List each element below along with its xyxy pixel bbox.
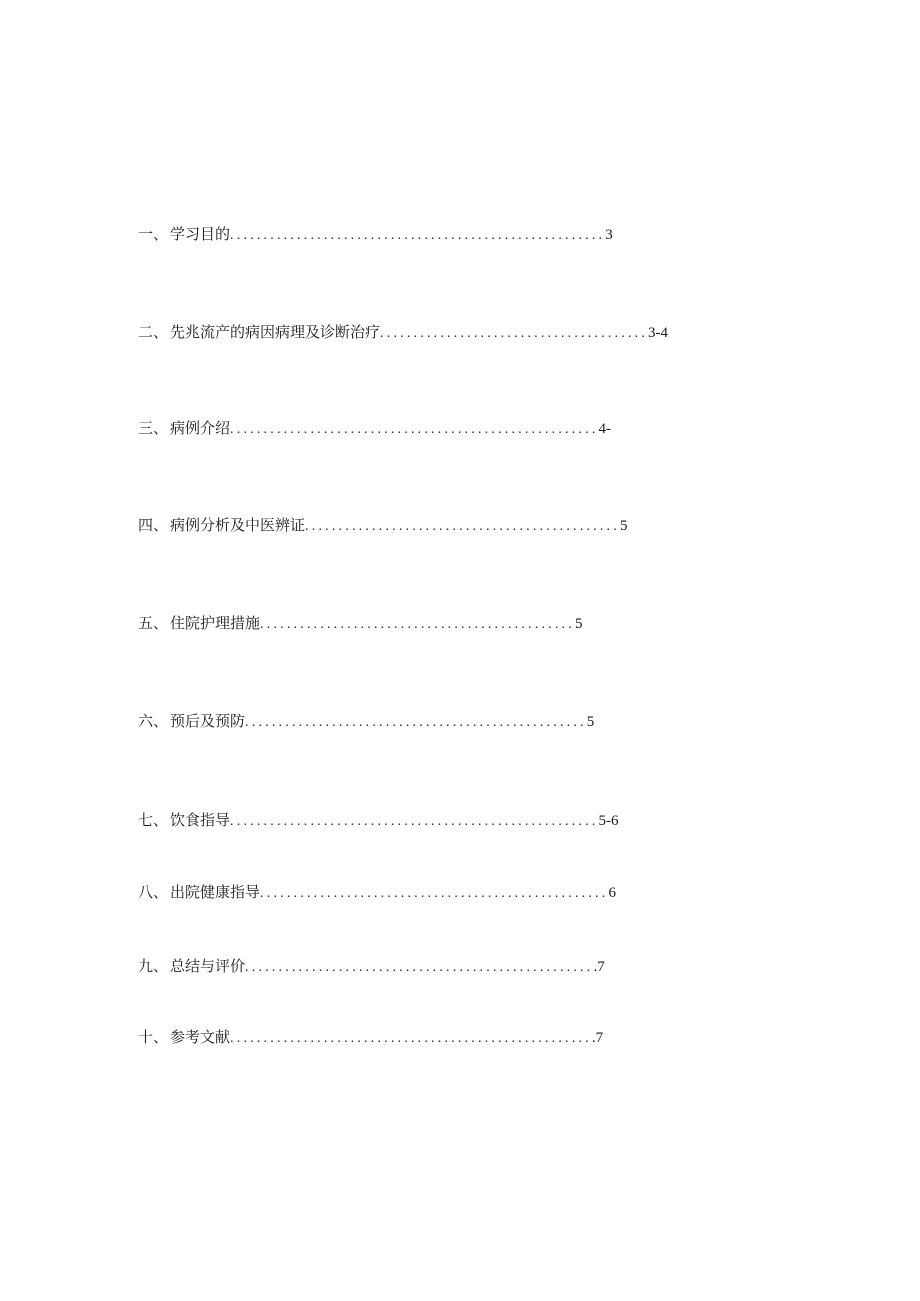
toc-entry[interactable] <box>138 880 616 904</box>
page-number: 4- <box>598 421 612 437</box>
entry-title: 先兆流产的病因病理及诊断治疗 <box>170 323 381 341</box>
toc-entry[interactable] <box>138 513 627 537</box>
toc-entry[interactable] <box>138 611 582 635</box>
entry-separator: 、 <box>153 614 169 632</box>
page-number: 5-6 <box>598 813 619 829</box>
page-number: 5 <box>574 616 583 632</box>
entry-title: 住院护理措施 <box>170 614 261 632</box>
entry-separator: 、 <box>153 419 169 437</box>
page-number: 6 <box>608 885 616 901</box>
entry-number: 九 <box>138 957 154 975</box>
entry-number: 二 <box>138 323 154 341</box>
entry-separator: 、 <box>153 1028 169 1046</box>
entry-number: 六 <box>138 712 154 730</box>
entry-title: 饮食指导 <box>170 811 231 829</box>
entry-title: 学习目的 <box>170 225 231 243</box>
dot-leader: ....................................................... <box>230 814 599 829</box>
entry-number: 十 <box>138 1028 154 1046</box>
toc-entry[interactable] <box>138 1025 603 1049</box>
entry-title: 预后及预防 <box>170 712 246 730</box>
dot-leader: ........................................ <box>380 326 649 341</box>
dot-leader: ............................................... <box>305 519 620 534</box>
entry-title: 出院健康指导 <box>170 883 261 901</box>
dot-leader: .................................................... <box>245 960 594 975</box>
entry-number: 四 <box>138 516 154 534</box>
dot-leader: .................................................... <box>260 886 609 901</box>
dot-leader: ...................................................... <box>230 1031 592 1046</box>
dot-leader: ................................................... <box>245 715 587 730</box>
entry-separator: 、 <box>153 323 169 341</box>
dot-leader: ....................................................... <box>230 422 599 437</box>
entry-number: 三 <box>138 419 154 437</box>
page-number: .7 <box>591 1030 604 1046</box>
toc-entry[interactable] <box>138 709 594 733</box>
entry-number: 七 <box>138 811 154 829</box>
entry-separator: 、 <box>153 225 169 243</box>
page-number: 3 <box>605 227 613 243</box>
entry-title: 病例分析及中医辨证 <box>170 516 306 534</box>
page-number: .7 <box>593 959 605 975</box>
dot-leader: ............................................... <box>260 617 575 632</box>
entry-number: 五 <box>138 614 154 632</box>
entry-separator: 、 <box>153 712 169 730</box>
toc-entry[interactable] <box>138 416 611 440</box>
page-number: 5 <box>586 714 595 730</box>
page-number: 3-4 <box>648 325 669 341</box>
page-number: 5 <box>619 518 628 534</box>
toc-entry[interactable] <box>138 954 605 978</box>
entry-separator: 、 <box>153 883 169 901</box>
entry-separator: 、 <box>153 811 169 829</box>
entry-title: 病例介绍 <box>170 419 231 437</box>
toc-entry[interactable] <box>138 320 668 344</box>
entry-number: 八 <box>138 883 154 901</box>
dot-leader: ........................................................ <box>230 228 606 243</box>
toc-entry[interactable] <box>138 222 613 246</box>
entry-title: 参考文献 <box>170 1028 231 1046</box>
toc-entry[interactable] <box>138 808 619 832</box>
entry-separator: 、 <box>153 957 169 975</box>
entry-title: 总结与评价 <box>170 957 246 975</box>
entry-number: 一 <box>138 225 154 243</box>
entry-separator: 、 <box>153 516 169 534</box>
